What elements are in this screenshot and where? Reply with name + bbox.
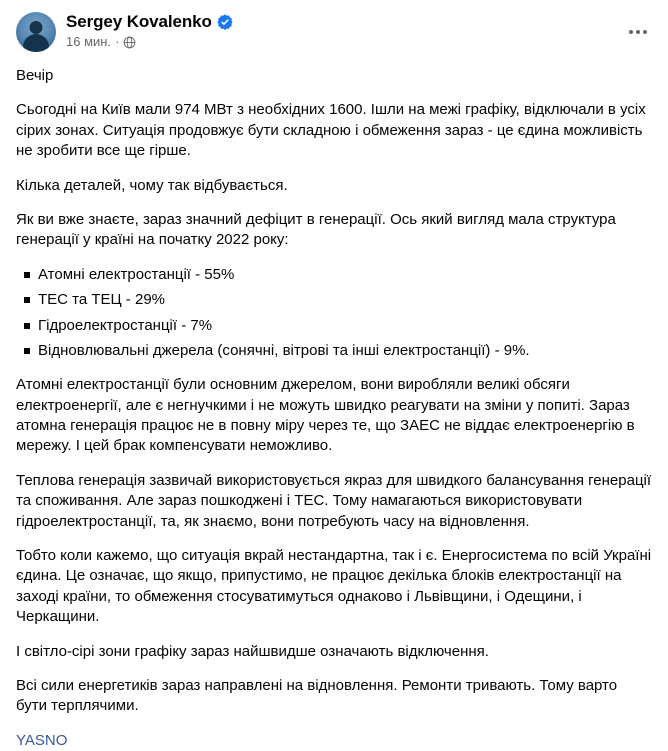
globe-icon[interactable] bbox=[123, 36, 136, 49]
post-body bbox=[16, 66, 652, 751]
author-name[interactable]: Sergey Kovalenko bbox=[66, 12, 212, 31]
post-header-text bbox=[66, 12, 233, 49]
list-item: ТЕС та ТЕЦ - 29% bbox=[38, 290, 652, 310]
author-name-row bbox=[66, 13, 233, 30]
avatar[interactable] bbox=[16, 12, 56, 52]
post-paragraph: Як ви вже знаєте, зараз значний дефіцит в генерації. Ось який вигляд мала структура генерації у країні на початку 2022 року: bbox=[16, 210, 616, 249]
generation-structure-list bbox=[16, 265, 652, 362]
more-options-icon[interactable] bbox=[622, 20, 654, 44]
post-paragraph: Тобто коли кажемо, що ситуація вкрай нестандартна, так і є. Енергосистема по всій Україні єдина. Це означає, що якщо, припустимо, не працює декілька блоків електростанції на заході країни, то обмеження стосуватимуться однаково і Львівщини, і Одещини, і Черкащини. bbox=[16, 547, 652, 626]
post-timestamp[interactable]: 16 мин. bbox=[66, 34, 112, 49]
verified-badge-icon bbox=[217, 14, 233, 30]
list-item: Відновлювальні джерела (сонячні, вітрові та інші електростанції) - 9%. bbox=[38, 341, 652, 361]
avatar-head-shape bbox=[30, 21, 43, 34]
post-paragraph: І світло-сірі зони графіку зараз найшвидше означають відключення. bbox=[16, 642, 489, 660]
list-item: Атомні електростанції - 55% bbox=[38, 265, 652, 285]
post-paragraph: Сьогодні на Київ мали 974 МВт з необхідних 1600. Ішли на межі графіку, відключали в усіх сірих зонах. Ситуація продовжує бути складною і обмеження зараз - це єдина можливість не зробити все ще гірше. bbox=[16, 101, 646, 160]
more-dot bbox=[629, 30, 633, 34]
hashtag-link[interactable]: YASNO bbox=[16, 731, 68, 749]
meta-separator: · bbox=[115, 34, 120, 49]
more-dot bbox=[636, 30, 640, 34]
avatar-body-shape bbox=[23, 34, 49, 52]
post-paragraph: Кілька деталей, чому так відбувається. bbox=[16, 176, 288, 194]
list-item: Гідроелектростанції - 7% bbox=[38, 316, 652, 336]
more-dot bbox=[643, 30, 647, 34]
post-paragraph: Теплова генерація зазвичай використовується якраз для швидкого балансування генерації та споживання. Але зараз пошкоджені і ТЕС. Тому намагаються використовувати гідроелектростанції, та, як знаємо, вони потребують часу на відновлення. bbox=[16, 471, 652, 530]
post-paragraph: Вечір bbox=[16, 67, 54, 84]
post-paragraph: Всі сили енергетиків зараз направлені на відновлення. Ремонти тривають. Тому варто бути терплячими. bbox=[16, 676, 618, 715]
post-paragraph: Атомні електростанції були основним джерелом, вони виробляли великі обсяги електроенергії, але є негнучкими і не можуть швидко реагувати на зміни у попиті. Зараз атомна генерація працює не в повну міру через те, що ЗАЕС не віддає електроенергію в мережу. І цей брак компенсувати неможливо. bbox=[16, 376, 635, 455]
post-header bbox=[16, 12, 652, 56]
post-meta bbox=[66, 34, 233, 49]
